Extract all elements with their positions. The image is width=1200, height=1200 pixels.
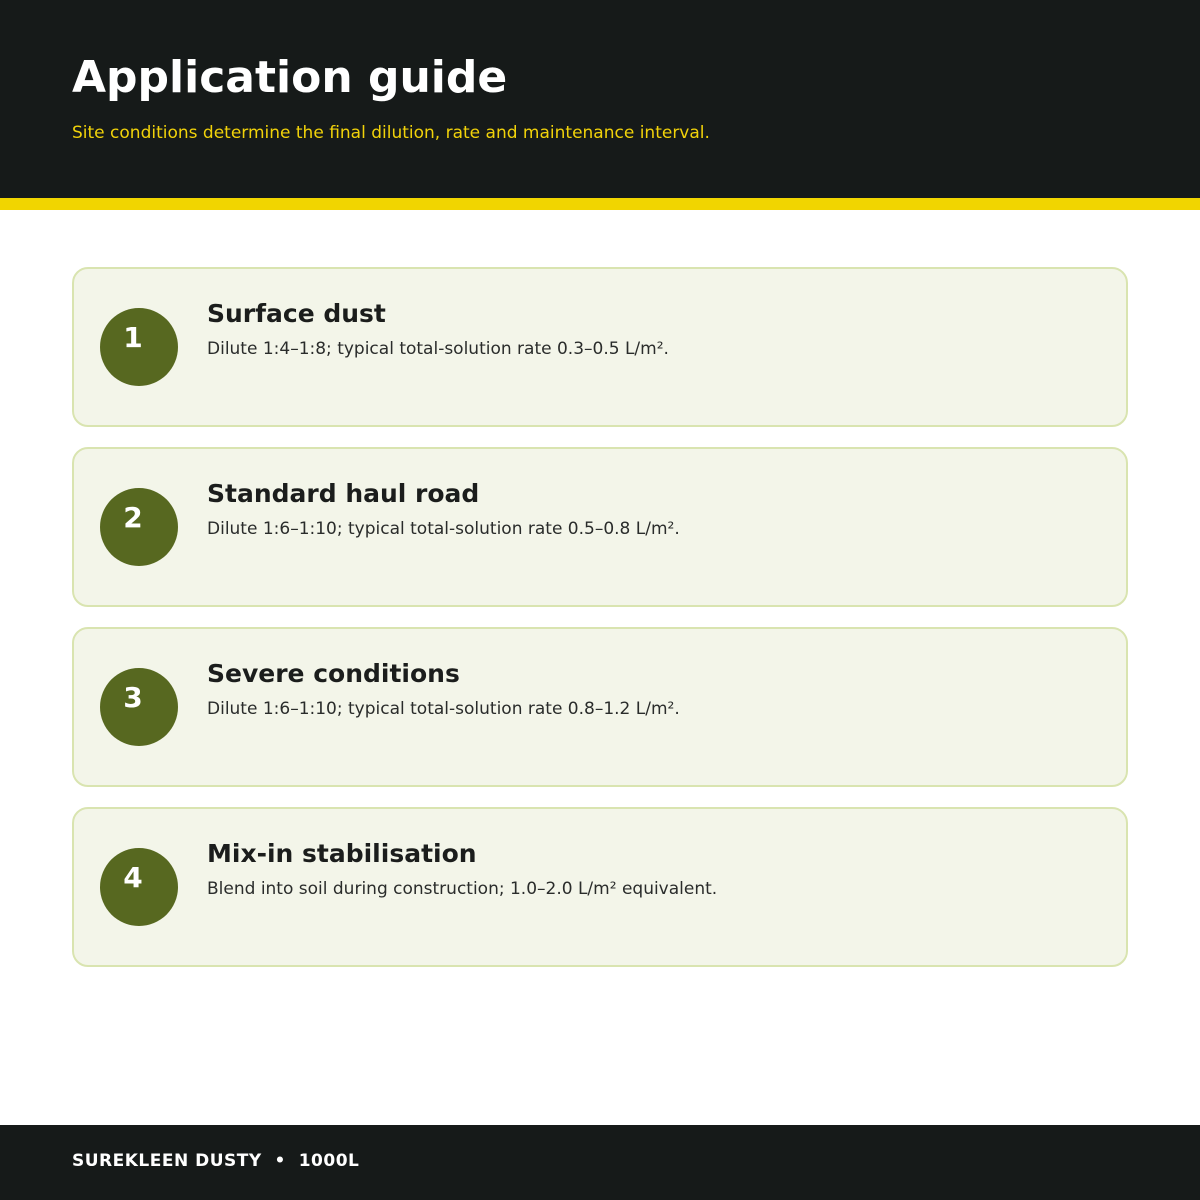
step-number: 1 (123, 321, 143, 354)
page-title: Application guide (72, 52, 508, 103)
step-title: Mix-in stabilisation (207, 839, 477, 868)
page-subtitle: Site conditions determine the final dilution, rate and maintenance interval. (72, 123, 710, 143)
product-label: SUREKLEEN DUSTY • 1000L (72, 1151, 360, 1171)
step-number-badge (100, 488, 178, 566)
step-number: 4 (123, 861, 143, 894)
steps-list (72, 267, 1128, 987)
step-card-severe-conditions (72, 627, 1128, 787)
step-title: Severe conditions (207, 659, 460, 688)
step-card-mix-in-stabilisation (72, 807, 1128, 967)
step-card-standard-haul-road (72, 447, 1128, 607)
accent-divider (0, 198, 1200, 210)
step-description: Dilute 1:4–1:8; typical total-solution rate 0.3–0.5 L/m². (207, 339, 669, 359)
step-title: Standard haul road (207, 479, 480, 508)
step-number: 2 (123, 501, 143, 534)
step-title: Surface dust (207, 299, 386, 328)
step-number-badge (100, 308, 178, 386)
step-description: Dilute 1:6–1:10; typical total-solution rate 0.5–0.8 L/m². (207, 519, 680, 539)
step-number-badge (100, 848, 178, 926)
footer-bar (0, 1125, 1200, 1200)
step-card-surface-dust (72, 267, 1128, 427)
step-number: 3 (123, 681, 143, 714)
header-banner (0, 0, 1200, 198)
step-description: Blend into soil during construction; 1.0–2.0 L/m² equivalent. (207, 879, 718, 899)
step-number-badge (100, 668, 178, 746)
step-description: Dilute 1:6–1:10; typical total-solution rate 0.8–1.2 L/m². (207, 699, 680, 719)
